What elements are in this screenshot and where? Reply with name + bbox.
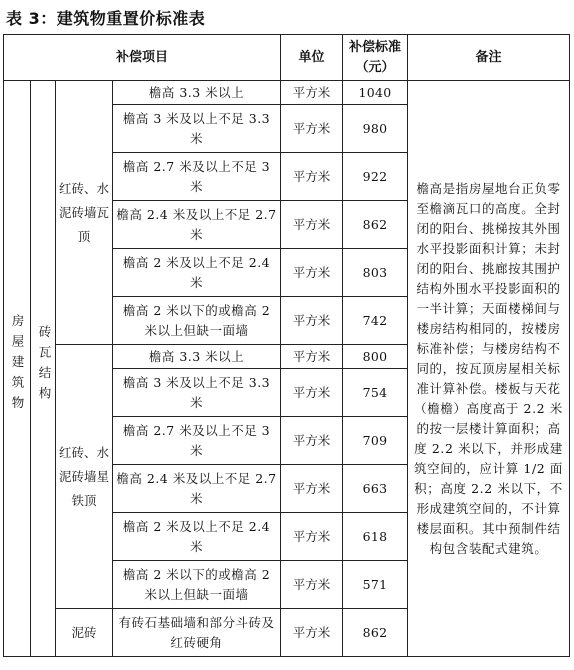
value-cell: 862 — [343, 201, 408, 249]
unit-cell: 平方米 — [281, 249, 343, 297]
value-cell: 922 — [343, 153, 408, 201]
value-cell: 1040 — [343, 81, 408, 105]
item-cell: 檐高 3 米及以上不足 3.3 米 — [113, 369, 281, 417]
value-cell: 709 — [343, 417, 408, 465]
item-cell: 檐高 3.3 米以上 — [113, 345, 281, 369]
table-row — [4, 81, 570, 105]
item-cell: 檐高 2 米以下的或檐高 2 米以上但缺一面墙 — [113, 297, 281, 345]
unit-cell: 平方米 — [281, 201, 343, 249]
item-cell: 檐高 2.4 米及以上不足 2.7 米 — [113, 465, 281, 513]
header-note: 备注 — [408, 35, 570, 81]
category-label: 房屋建筑物 — [10, 314, 25, 417]
item-cell: 檐高 2.7 米及以上不足 3 米 — [113, 417, 281, 465]
value-cell: 663 — [343, 465, 408, 513]
note-cell: 檐高是指房屋地台正负零至檐滴瓦口的高度。全封闭的阳台、挑梯按其外围水平投影面积计算；未封闭的阳台、挑廊按其围护结构外围水平投影面积的一半计算；天面楼梯间与楼房结构相同的，按楼房标准补偿；与楼房结构不同的，按瓦顶房屋相关标准计算补偿。楼板与天花（檐檐）高度高于 2.2 米的按一层楼计算面积；高度 2.2 米以下，并形成建筑空间的，应计算 1/2 面积；高度 2.2 米以下，不形成建筑空间的，不计算楼层面积。其中预制件结构包含装配式建筑。 — [408, 81, 570, 657]
group-name: 红砖、水泥砖墙瓦顶 — [56, 81, 113, 345]
header-standard: 补偿标准（元） — [343, 35, 408, 81]
unit-cell: 平方米 — [281, 105, 343, 153]
unit-cell: 平方米 — [281, 513, 343, 561]
unit-cell: 平方米 — [281, 609, 343, 657]
item-cell: 檐高 2.4 米及以上不足 2.7 米 — [113, 201, 281, 249]
value-cell: 980 — [343, 105, 408, 153]
value-cell: 754 — [343, 369, 408, 417]
value-cell: 800 — [343, 345, 408, 369]
item-cell: 檐高 2 米及以上不足 2.4 米 — [113, 513, 281, 561]
item-cell: 檐高 2 米及以上不足 2.4 米 — [113, 249, 281, 297]
unit-cell: 平方米 — [281, 369, 343, 417]
structure-label: 砖瓦结构 — [37, 324, 52, 407]
rebuild-price-table — [3, 34, 570, 657]
structure-cell — [31, 81, 56, 657]
value-cell: 618 — [343, 513, 408, 561]
unit-cell: 平方米 — [281, 417, 343, 465]
header-item: 补偿项目 — [4, 35, 281, 81]
value-cell: 742 — [343, 297, 408, 345]
unit-cell: 平方米 — [281, 465, 343, 513]
unit-cell: 平方米 — [281, 561, 343, 609]
unit-cell: 平方米 — [281, 81, 343, 105]
item-cell: 有砖石基础墙和部分斗砖及红砖硬角 — [113, 609, 281, 657]
value-cell: 862 — [343, 609, 408, 657]
unit-cell: 平方米 — [281, 153, 343, 201]
item-cell: 檐高 3.3 米以上 — [113, 81, 281, 105]
header-unit: 单位 — [281, 35, 343, 81]
group-name: 红砖、水泥砖墙星铁顶 — [56, 345, 113, 609]
item-cell: 檐高 2 米以下的或檐高 2 米以上但缺一面墙 — [113, 561, 281, 609]
unit-cell: 平方米 — [281, 297, 343, 345]
value-cell: 803 — [343, 249, 408, 297]
value-cell: 571 — [343, 561, 408, 609]
category-cell — [4, 81, 31, 657]
item-cell: 檐高 3 米及以上不足 3.3 米 — [113, 105, 281, 153]
item-cell: 檐高 2.7 米及以上不足 3 米 — [113, 153, 281, 201]
table-title: 表 3：建筑物重置价标准表 — [6, 9, 206, 28]
unit-cell: 平方米 — [281, 345, 343, 369]
group-name: 泥砖 — [56, 609, 113, 657]
